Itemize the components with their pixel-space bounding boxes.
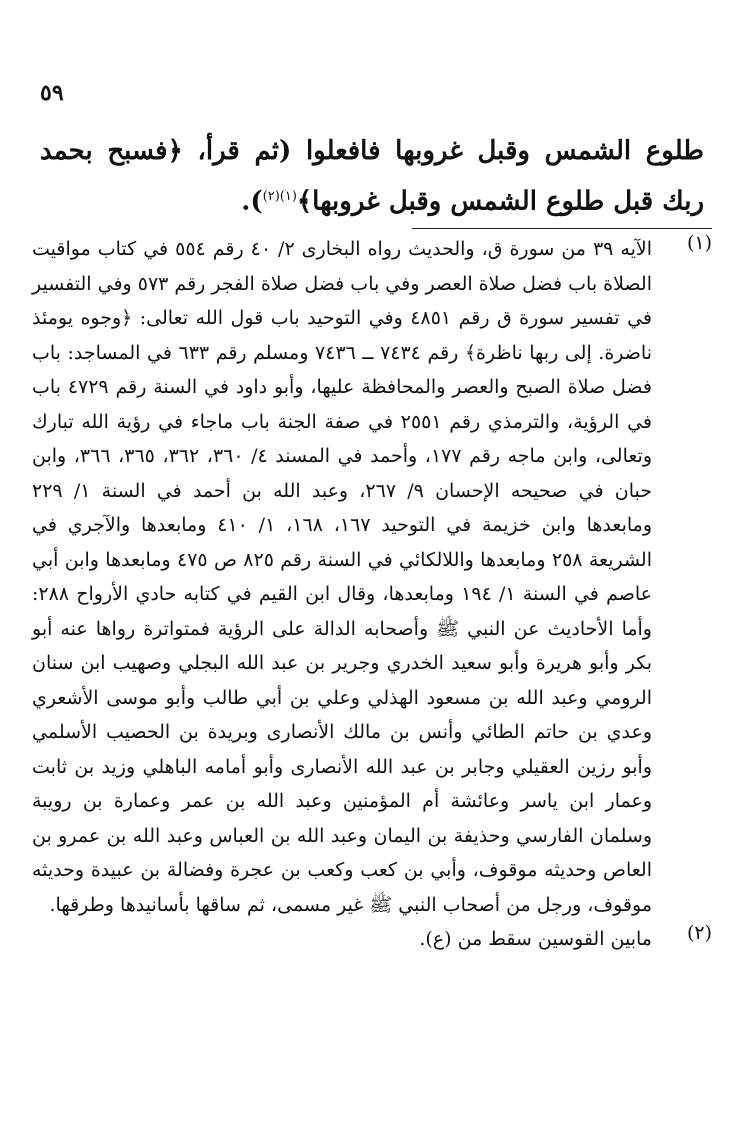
footnote-text: الآيه ٣٩ من سورة ق، والحديث رواه البخارى ٢/ ٤٠ رقم ٥٥٤ في كتاب مواقيت الصلاة باب فضل صلاة العصر وفي باب فضل صلاة الفجر رقم ٥٧٣ وفي التفسير في تفسير سورة ق رقم ٤٨٥١ وفي التوحيد باب قول الله تعالى: ﴿وجوه يومئذ ناضرة. إلى ربها ناظرة﴾ رقم ٧٤٣٤ ــ ٧٤٣٦ ومسلم رقم ٦٣٣ في المساجد: باب فضل صلاة الصبح والعصر والمحافظة عليها، وأبو داود في السنة رقم ٤٧٢٩ باب في الرؤية، والترمذي رقم ٢٥٥١ في صفة الجنة باب ماجاء في رؤية الله تبارك وتعالى، وابن ماجه رقم ١٧٧، وأحمد في المسند ٤/ ٣٦٠، ٣٦٢، ٣٦٥، ٣٦٦، وابن حبان في صحيحه الإحسان ٩/ ٢٦٧، وعبد الله بن أحمد في السنة ١/ ٢٢٩ ومابعدها وابن خزيمة في التوحيد ١٦٧، ١٦٨، ١/ ٤١٠ ومابعدها والآجري في الشريعة ٢٥٨ ومابعدها واللالكائي في السنة رقم ٨٢٥ ص ٤٧٥ ومابعدها وابن أبي عاصم في السنة ١/ ١٩٤ ومابعدها، وقال ابن القيم في كتابه حادي الأرواح ٢٨٨: وأما الأحاديث عن النبي ﷺ وأصحابه الدالة على الرؤية فمتواترة رواها عنه أبو بكر وأبو هريرة وأبو سعيد الخدري وجرير بن عبد الله البجلي وصهيب ابن سنان الرومي وعبد الله بن مسعود الهذلي وعلي بن أبي طالب وأبو موسى الأشعري وعدي بن حاتم الطائي وأنس بن مالك الأنصارى وبريدة بن الحصيب الأسلمي وأبو رزين العقيلي وجابر بن عبد الله الأنصارى وأبو أمامه الباهلي وزيد بن ثابت وعمار ابن ياسر وعائشة أم المؤمنين وعبد الله بن عمر وعمارة بن رويبة وسلمان الفارسي وحذيفة بن اليمان وعبد الله بن العباس وعبد الله بن عمرو بن العاص وحديثه موقوف، وأبي بن كعب وكعب بن عجرة وفضالة بن عبيدة وحديثه موقوف، ورجل من أصحاب النبي ﷺ غير مسمى، ثم ساقها بأسانيدها وطرقها. <box>32 238 653 916</box>
footnote-divider <box>412 228 712 229</box>
main-text-body: طلوع الشمس وقبل غروبها فافعلوا (ثم قرأ، ﴿فسبح بحمد ربك قبل طلوع الشمس وقبل غروبها﴾ <box>40 136 704 217</box>
footnote-number: (٢) <box>686 922 712 944</box>
footnote-2 <box>32 922 712 957</box>
page-number: ٥٩ <box>40 80 64 106</box>
main-text-tail: ). <box>241 186 263 217</box>
footnote-1 <box>32 232 712 922</box>
footnotes <box>32 232 712 957</box>
footnote-text: مابين القوسين سقط من (ع). <box>419 928 652 950</box>
footnote-refs: (١)(٢) <box>262 189 297 204</box>
main-text <box>40 128 704 225</box>
footnote-number: (١) <box>686 232 712 254</box>
